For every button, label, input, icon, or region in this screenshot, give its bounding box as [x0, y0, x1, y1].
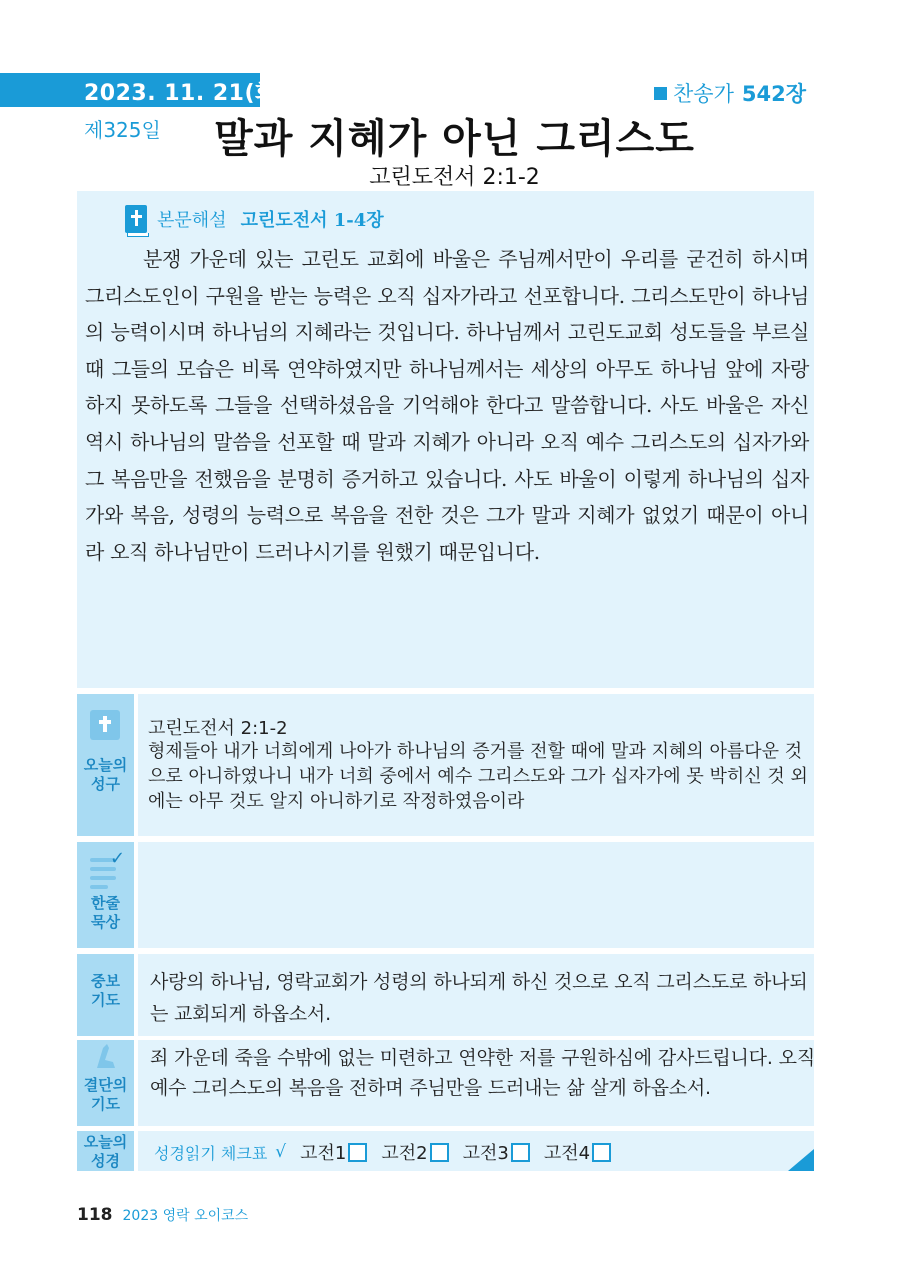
page-footer: [77, 1205, 248, 1225]
reading-label: 오늘의 성경: [83, 1133, 128, 1170]
reading-content: [138, 1131, 814, 1171]
date: 2023. 11. 21(화): [84, 81, 288, 106]
page-number: 118: [77, 1205, 113, 1225]
day-count: 제325일: [84, 118, 161, 142]
bible-icon: [90, 710, 120, 740]
checklist-item: 고전1: [300, 1139, 367, 1165]
intercession-label: 중보 기도: [91, 972, 120, 1009]
commentary-panel: [77, 191, 814, 688]
page-subtitle: 고린도전서 2:1-2: [369, 165, 540, 190]
meditation-sidebar: [77, 842, 134, 948]
reading-section: [77, 1131, 814, 1171]
page-title: 말과 지혜가 아닌 그리스도: [214, 116, 695, 162]
hymn-reference: [654, 78, 806, 108]
verse-reference: 고린도전서 2:1-2: [148, 718, 288, 739]
checklist-label: 성경읽기 체크표: [154, 1143, 268, 1163]
checkbox[interactable]: [430, 1143, 449, 1162]
decision-sidebar: [77, 1040, 134, 1126]
publication-name: 2023 영락 오이코스: [122, 1208, 249, 1224]
decision-text: 죄 가운데 죽을 수밖에 없는 미련하고 연약한 저를 구원하심에 감사드립니다. 오직 예수 그리스도의 복음을 전하며 주님만을 드러내는 삶 살게 하옵소서.: [150, 1047, 815, 1099]
checklist-item: 고전4: [544, 1139, 611, 1165]
checklist-item: 고전2: [381, 1139, 448, 1165]
hymn-number: 542장: [741, 82, 806, 106]
intercession-section: [77, 954, 814, 1036]
todays-verse-label: 오늘의 성구: [83, 756, 128, 793]
checkbox[interactable]: [592, 1143, 611, 1162]
checkmark-icon: √: [275, 1142, 287, 1162]
checklist-item: 고전3: [463, 1139, 530, 1165]
meditation-section: [77, 842, 814, 948]
decision-label: 결단의 기도: [83, 1076, 128, 1113]
decision-content: [138, 1040, 814, 1126]
hymn-label: 찬송가: [673, 82, 734, 106]
commentary-label: 본문해설: [157, 210, 227, 231]
checklist-icon: ✓: [90, 850, 122, 888]
commentary-reference: 고린도전서 1-4장: [240, 210, 384, 231]
todays-verse-content: [138, 694, 814, 836]
meditation-writing-area[interactable]: [138, 842, 814, 948]
intercession-sidebar: [77, 954, 134, 1036]
intercession-text: 사랑의 하나님, 영락교회가 성령의 하나되게 하신 것으로 오직 그리스도로 하나되는 교회되게 하옵소서.: [150, 971, 808, 1025]
corner-decoration: [788, 1149, 814, 1171]
meditation-label: 한줄 묵상: [91, 894, 120, 931]
reading-sidebar: [77, 1131, 134, 1171]
bible-icon: [125, 205, 147, 233]
praying-hands-icon: [91, 1040, 121, 1070]
commentary-header: [125, 205, 384, 233]
square-bullet-icon: [654, 87, 667, 100]
checkbox[interactable]: [348, 1143, 367, 1162]
checkbox[interactable]: [511, 1143, 530, 1162]
todays-verse-sidebar: [77, 694, 134, 836]
intercession-content: [138, 954, 814, 1036]
decision-section: [77, 1040, 814, 1126]
reading-checklist: [154, 1139, 625, 1165]
commentary-body: 분쟁 가운데 있는 고린도 교회에 바울은 주님께서만이 우리를 굳건히 하시며 그리스도인이 구원을 받는 능력은 오직 십자가라고 선포합니다. 그리스도만이 하나님의 능력이시며 하나님의 지혜라는 것입니다. 하나님께서 고린도교회 성도들을 부르실 때 그들의 모습은 비록 연약하였지만 하나님께서는 세상의 아무도 하나님 앞에 자랑하지 못하도록 그들을 선택하셨음을 기억해야 한다고 말씀합니다. 사도 바울은 자신 역시 하나님의 말씀을 선포할 때 말과 지혜가 아니라 오직 예수 그리스도의 십자가와 그 복음만을 전했음을 분명히 증거하고 있습니다. 사도 바울이 이렇게 하나님의 십자가와 복음, 성령의 능력으로 복음을 전한 것은 그가 말과 지혜가 없었기 때문이 아니라 오직 하나님만이 드러나시기를 원했기 때문입니다.: [85, 247, 809, 564]
todays-verse-section: [77, 694, 814, 836]
verse-text: 형제들아 내가 너희에게 나아가 하나님의 증거를 전할 때에 말과 지혜의 아름다운 것으로 아니하였나니 내가 너희 중에서 예수 그리스도와 그가 십자가에 못 박히신 것 외에는 아무 것도 알지 아니하기로 작정하였음이라: [148, 741, 808, 812]
